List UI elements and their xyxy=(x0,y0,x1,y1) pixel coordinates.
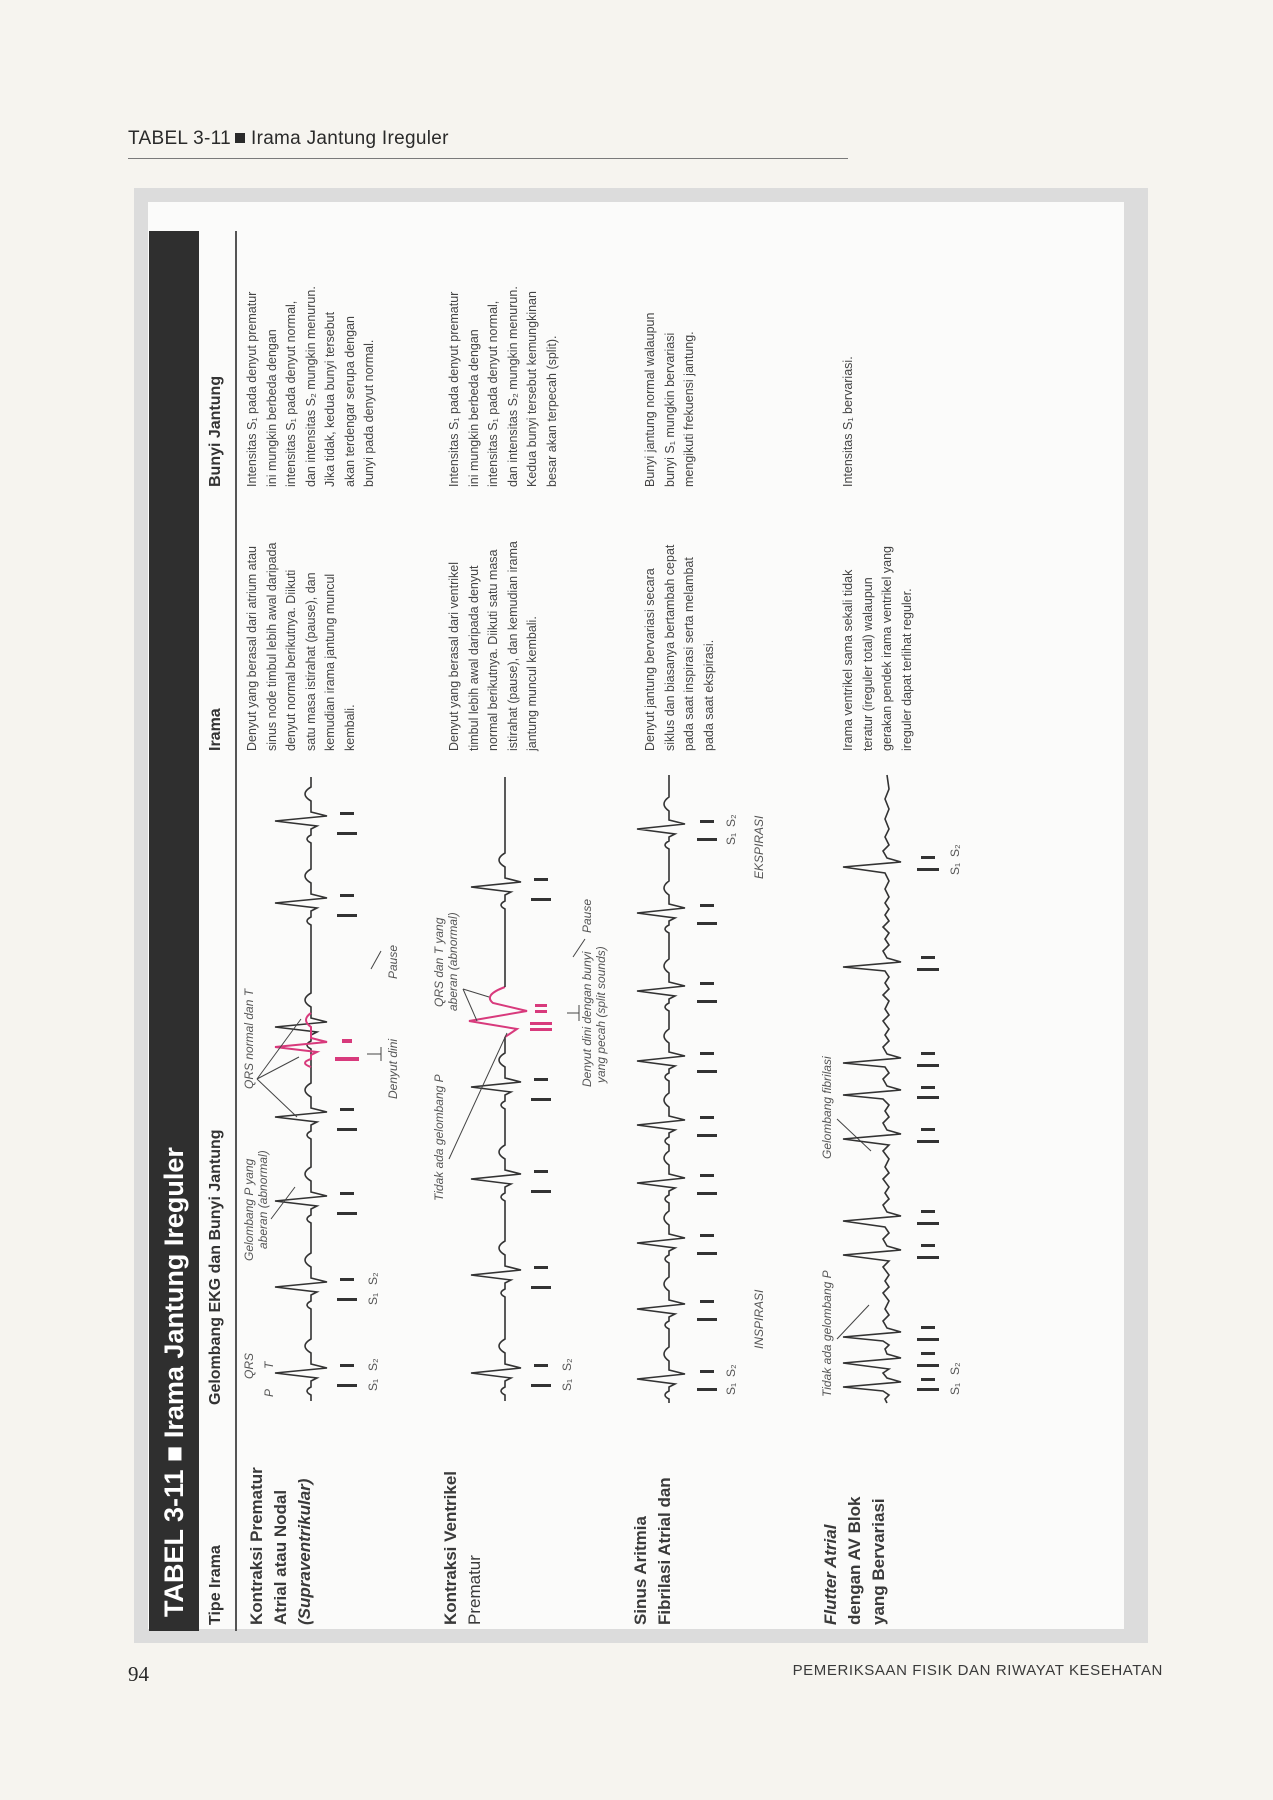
label-s2: S₂ xyxy=(366,1358,380,1371)
row-1-name-italic: (Supraventrikular) xyxy=(295,1478,314,1625)
row-1-irama-line: sinus node timbul lebih awal daripada xyxy=(264,542,279,751)
row-1-irama-line: kembali. xyxy=(342,704,357,751)
label-s1: S₁ xyxy=(724,832,738,845)
row-3-irama-line: Denyut jantung bervariasi secara xyxy=(643,568,657,751)
row-1-name-line-2: Atrial atau Nodal xyxy=(271,1489,290,1625)
row-1-irama-line: denyut normal berikutnya. Diikuti xyxy=(284,569,298,751)
label-no-p: Tidak ada gelombang P xyxy=(820,1270,834,1397)
heart-sound-bars xyxy=(917,856,939,1391)
row-3-bunyi-line: bunyi S₁ mungkin bervariasi xyxy=(662,332,677,487)
row-1-bunyi-line: intensitas S₁ pada denyut normal, xyxy=(284,300,298,487)
ecg-trace xyxy=(637,775,685,1403)
page-number: 94 xyxy=(128,1662,149,1686)
label-qrs: QRS xyxy=(242,1352,256,1379)
row-2-name-line-1: Kontraksi Ventrikel xyxy=(441,1470,460,1625)
row-1-bunyi-line: Intensitas S₁ pada denyut prematur xyxy=(245,291,259,487)
heart-sound-bars xyxy=(335,812,359,1387)
running-head xyxy=(128,128,449,150)
ecg-trace xyxy=(469,777,527,1401)
ecg-trace xyxy=(275,777,327,1401)
row-4-bunyi xyxy=(839,235,859,487)
row-2-ecg-diagram xyxy=(427,769,617,1409)
row-4-name xyxy=(819,1415,891,1625)
row-4-bunyi-line: Intensitas S₁ bervariasi. xyxy=(841,356,855,487)
label-ekspirasi: EKSPIRASI xyxy=(752,815,766,879)
label-s2: S₂ xyxy=(724,814,738,827)
book-title: PEMERIKSAAN FISIK DAN RIWAYAT KESEHATAN xyxy=(792,1662,1163,1679)
header-rule xyxy=(128,158,848,159)
row-2-irama-line: istirahat (pause), dan kemudian irama xyxy=(505,541,520,751)
row-3-name-line-1: Sinus Aritmia xyxy=(631,1516,650,1625)
row-1-bunyi-line: bunyi pada denyut normal. xyxy=(362,339,376,487)
row-2-bunyi-line: Kedua bunyi tersebut kemungkinan xyxy=(525,291,539,487)
row-3-irama xyxy=(641,496,719,751)
label-split-2: yang pecah (split sounds) xyxy=(594,946,608,1083)
row-1-ecg-diagram xyxy=(239,769,419,1409)
col-header-tipe: Tipe Irama xyxy=(207,1545,224,1625)
row-2-irama-line: timbul lebih awal daripada denyut xyxy=(466,565,481,751)
row-3-irama-line: pada saat inspirasi serta melambat xyxy=(682,557,696,751)
row-3-irama-line: siklus dan biasanya bertambah cepat xyxy=(662,544,677,751)
row-3-bunyi xyxy=(641,235,700,487)
row-2-bunyi xyxy=(445,235,562,487)
row-3-name-line-2: Fibrilasi Atrial dan xyxy=(655,1477,674,1625)
label-fibrillation-wave: Gelombang fibrilasi xyxy=(820,1056,834,1159)
label-t: T xyxy=(262,1361,276,1369)
row-1-irama-line: Denyut yang berasal dari atrium atau xyxy=(245,546,259,751)
label-qrs-t-normal: QRS normal dan T xyxy=(242,988,256,1089)
annotation-leaders xyxy=(837,1119,871,1339)
label-p-aberrant-2: aberan (abnormal) xyxy=(256,1150,270,1249)
label-s1: S₁ xyxy=(560,1378,574,1391)
label-pause: Pause xyxy=(386,944,400,979)
row-4-irama-line: Irama ventrikel sama sekali tidak xyxy=(841,569,855,751)
label-s1: S₁ xyxy=(366,1378,380,1391)
row-3-ecg-diagram xyxy=(629,769,789,1409)
row-1-bunyi-line: ini mungkin berbeda dengan xyxy=(264,329,279,487)
row-2-bunyi-line: dan intensitas S₂ mungkin menurun. xyxy=(505,286,520,487)
label-p-aberrant-1: Gelombang P yang xyxy=(242,1158,256,1261)
row-4-irama-line: ireguler dapat terlihat reguler. xyxy=(899,588,914,751)
row-4-irama-line: teratur (ireguler total) walaupun xyxy=(860,577,875,751)
label-s1: S₁ xyxy=(948,1382,962,1395)
row-1-irama xyxy=(243,496,360,751)
row-2-irama-line: jantung muncul kembali. xyxy=(525,616,539,751)
row-2-bunyi-line: Intensitas S₁ pada denyut prematur xyxy=(447,291,461,487)
row-1-bunyi xyxy=(243,235,380,487)
header-divider xyxy=(235,231,237,1631)
col-header-ekg: Gelombang EKG dan Bunyi Jantung xyxy=(207,1129,224,1405)
row-1-bunyi-line: dan intensitas S₂ mungkin menurun. xyxy=(303,286,318,487)
row-1-bunyi-line: akan terdengar serupa dengan xyxy=(342,316,357,487)
row-3-irama-line: pada saat ekspirasi. xyxy=(701,639,716,751)
label-s2: S₂ xyxy=(948,1362,962,1375)
label-pause: Pause xyxy=(580,898,594,933)
row-1-name-line-1: Kontraksi Prematur xyxy=(247,1467,266,1625)
label-s1: S₁ xyxy=(366,1292,380,1305)
row-1-irama-line: kemudian irama jantung muncul xyxy=(323,573,337,751)
row-4-ecg-diagram xyxy=(813,769,1003,1409)
label-qrs-t-aberrant-2: aberan (abnormal) xyxy=(446,912,460,1011)
row-3-bunyi-line: Bunyi jantung normal walaupun xyxy=(643,312,657,487)
row-4-irama xyxy=(839,496,917,751)
label-inspirasi: INSPIRASI xyxy=(752,1289,766,1349)
row-4-name-line-2: yang Bervariasi xyxy=(869,1498,888,1625)
label-s2: S₂ xyxy=(724,1364,738,1377)
running-head-title: Irama Jantung Ireguler xyxy=(250,128,449,149)
label-s2: S₂ xyxy=(948,844,962,857)
running-head-table-no: TABEL 3-11 xyxy=(128,128,231,149)
ecg-trace xyxy=(843,775,901,1403)
row-4-name-italic: Flutter Atrial xyxy=(821,1524,840,1625)
table-title: TABEL 3-11 ■ Irama Jantung Ireguler xyxy=(149,231,199,1631)
row-4-name-line-1: dengan AV Blok xyxy=(845,1496,864,1625)
label-early-beat: Denyut dini xyxy=(386,1038,400,1099)
row-1-bunyi-line: Jika tidak, kedua bunyi tersebut xyxy=(323,311,337,487)
col-header-irama: Irama xyxy=(207,708,224,751)
rotated-table xyxy=(149,231,1109,1631)
row-2-bunyi-line: besar akan terpecah (split). xyxy=(544,335,559,487)
label-s1: S₁ xyxy=(724,1382,738,1395)
heart-sound-bars xyxy=(530,878,552,1387)
annotation-leaders xyxy=(449,939,585,1159)
row-2-irama-line: Denyut yang berasal dari ventrikel xyxy=(447,562,461,751)
label-split-1: Denyut dini dengan bunyi xyxy=(580,951,594,1087)
heart-sound-bars xyxy=(697,820,717,1391)
label-no-p: Tidak ada gelombang P xyxy=(432,1074,446,1201)
row-2-bunyi-line: intensitas S₁ pada denyut normal, xyxy=(486,300,500,487)
label-s2: S₂ xyxy=(366,1272,380,1285)
annotation-leaders xyxy=(257,951,381,1219)
row-3-name xyxy=(629,1415,677,1625)
label-qrs-t-aberrant-1: QRS dan T yang xyxy=(432,917,446,1007)
square-bullet-icon xyxy=(235,133,245,143)
row-1-irama-line: satu masa istirahat (pause), dan xyxy=(303,572,318,751)
row-2-irama xyxy=(445,496,543,751)
row-3-bunyi-line: mengikuti frekuensi jantung. xyxy=(682,331,696,487)
row-2-irama-line: normal berikutnya. Diikuti satu masa xyxy=(486,549,500,751)
row-2-name xyxy=(439,1415,487,1625)
label-s1: S₁ xyxy=(948,862,962,875)
col-header-bunyi: Bunyi Jantung xyxy=(207,375,224,487)
label-s2: S₂ xyxy=(560,1358,574,1371)
row-2-bunyi-line: ini mungkin berbeda dengan xyxy=(466,329,481,487)
row-4-irama-line: gerakan pendek irama ventrikel yang xyxy=(880,546,894,751)
label-p: P xyxy=(262,1388,276,1397)
row-1-name xyxy=(245,1415,317,1625)
row-2-name-line-2: Prematur xyxy=(465,1555,484,1625)
